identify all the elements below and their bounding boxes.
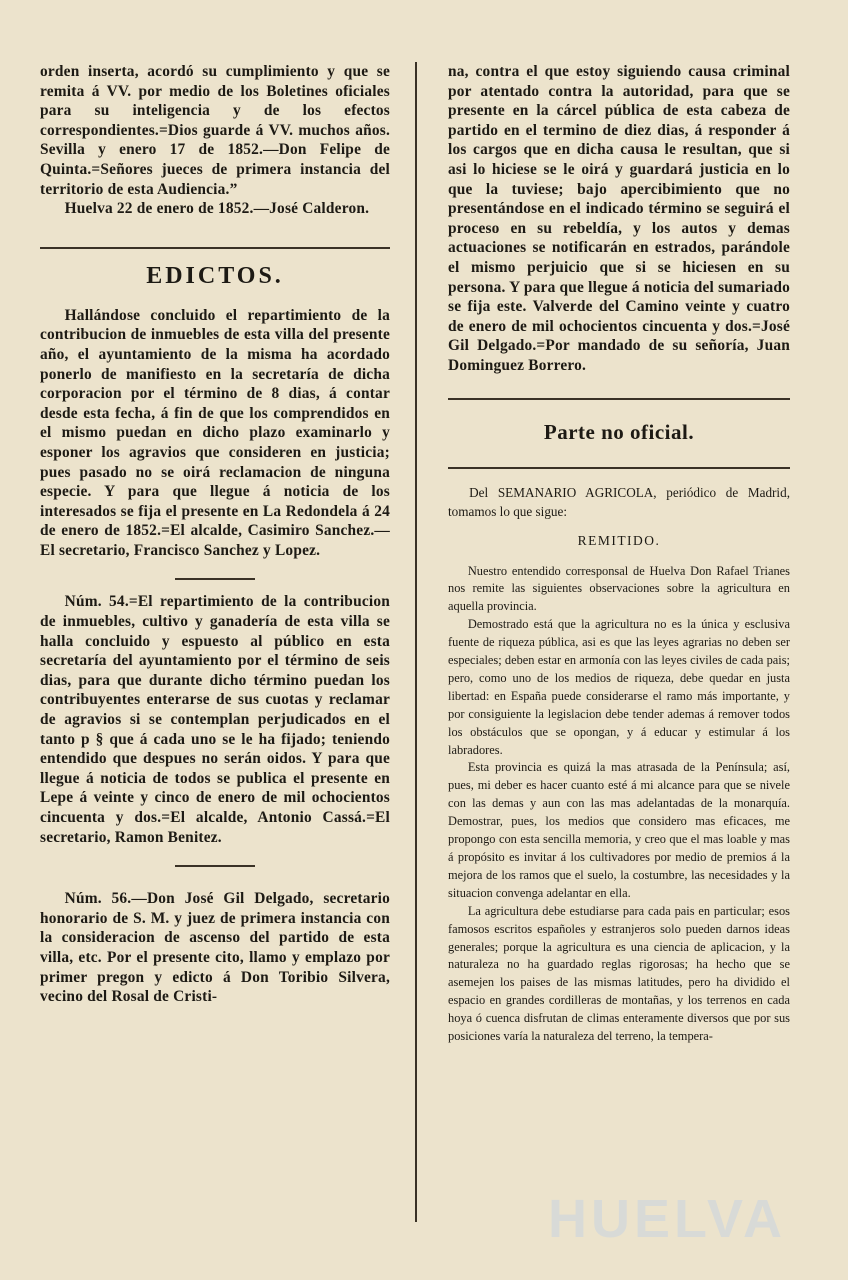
- edictos-title: EDICTOS.: [146, 262, 284, 289]
- left-column: [40, 62, 390, 1007]
- intro-line: Del SEMANARIO AGRICOLA, periódico de Madrid, tomamos lo que sigue:: [448, 484, 790, 519]
- section-rule: [448, 467, 790, 469]
- separator-rule: [175, 578, 255, 580]
- right-paragraph-1: na, contra el que estoy siguiendo causa criminal por atentado contra la autoridad, para que se presente en la cárcel pública de esta cabeza de partido en el termino de diez dias, á responder á los cargos que en dicha causa le resultan, que si asi lo hiciese se le oirá y guardará justicia en lo que la tuviese; bajo apercibimiento que no presentándose en el indicado término se seguirá el proceso en su rebeldía, y los autos y demas actuaciones se notificarán en estrados, parándole el mismo perjuicio que si se hiciesen en su persona. Y para que llegue á noticia del sumariado se fija este. Valverde del Camino veinte y cuatro de enero de mil ochocientos cincuenta y dos.=José Gil Delgado.=Por mandado de su señoría, Juan Dominguez Borrero.: [448, 63, 790, 374]
- column-divider: [415, 62, 417, 1222]
- section-rule: [40, 247, 390, 249]
- edicto-1: Hallándose concluido el repartimiento de la contribucion de inmuebles de esta villa del presente año, el ayuntamiento de la misma ha acordado ponerlo de manifiesto en la secretaría de dicha corporacion por el término de 8 dias, á contar desde esta fecha, á fin de que los comprendidos en el mismo puedan en dicho plazo examinarlo y esponer los agravios que consideren en justicia; pues pasado no se oirá reclamacion de ninguna especie. Y para que llegue á noticia de los interesados se fija el presente en La Redondela á 24 de enero de 1852.=El alcalde, Casimiro Sanchez.—El secretario, Francisco Sanchez y Lopez.: [40, 306, 390, 559]
- edicto-3: Núm. 56.—Don José Gil Delgado, secretario honorario de S. M. y juez de primera instancia con la consideracion de ascenso del partido de esta villa, etc. Por el presente cito, llamo y emplazo por primer pregon y edicto á Don Toribio Silvera, vecino del Rosal de Cristi-: [40, 890, 390, 1006]
- huelva-watermark: HUELVA: [548, 1189, 786, 1249]
- remitido-paragraph-2: Demostrado está que la agricultura no es la única y esclusiva fuente de riqueza pública, asi es que las leyes agrarias no deben ser especiales; deben estar en armonía con las leyes civiles de cada pais; pero, como uno de los medios de riqueza, debe quedar en justa libertad: en España puede considerarse el ramo más importante, y por consiguiente la legislacion debe tender ademas á remover todos los obstáculos que se opongan, y á educar y estimular á los labradores.: [448, 617, 790, 757]
- remitido-paragraph-1: Nuestro entendido corresponsal de Huelva Don Rafael Trianes nos remite las siguientes observaciones sobre la agricultura en aquella provincia.: [448, 563, 790, 614]
- edicto-2: Núm. 54.=El repartimiento de la contribucion de inmuebles, cultivo y ganadería de esta villa se halla concluido y espuesto al público en esta secretaría del ayuntamiento por el término de seis dias, para que durante dicho término puedan los contribuyentes enterarse de sus cuotas y reclamar de agravios si se contemplan perjudicados en el tanto p § que á cada uno se le ha fijado; teniendo entendido que despues no serán oidos. Y para que llegue á noticia de todos se publica el presente en Lepe á veinte y cinco de enero de mil ochocientos cincuenta y dos.=El alcalde, Antonio Cassá.=El secretario, Ramon Benitez.: [40, 593, 390, 846]
- separator-rule: [175, 865, 255, 867]
- section-rule: [448, 398, 790, 400]
- remitido-title: REMITIDO.: [577, 532, 661, 548]
- left-paragraph-2: Huelva 22 de enero de 1852.—José Calderon.: [64, 200, 370, 218]
- remitido-paragraph-3: Esta provincia es quizá la mas atrasada de la Península; así, pues, mi deber es hacer cuanto esté á mi alcance para que se nivele con las demas y aun con las mas adelantadas de la monarquía. Demostrar, pues, los medios que considero mas eficaces, me propongo con esta sencilla memoria, y creo que el mas loable y mas á propósito es invitar á los cultivadores por medio de premios á la mejora de los ramos que el suelo, la costumbre, las necesidades y la situacion convenga adelantar en ella.: [448, 760, 790, 900]
- left-paragraph-1: orden inserta, acordó su cumplimiento y que se remita á VV. por medio de los Boletines oficiales para su inteligencia y de los efectos correspondientes.=Dios guarde á VV. muchos años. Sevilla y enero 17 de 1852.—Don Felipe de Quinta.=Señores jueces de primera instancia del territorio de esta Audiencia.”: [40, 63, 390, 198]
- right-column: [448, 62, 790, 1046]
- parte-no-oficial-title: Parte no oficial.: [543, 419, 695, 444]
- remitido-paragraph-4: La agricultura debe estudiarse para cada pais en particular; esos famosos escritos españoles y estranjeros solo pueden darnos ideas generales; porque la agricultura es una ciencia de aplicacion, y la naturaleza no ha guardado reglas rigorosas; ha hecho que se asemejen los paises de las mismas latitudes, pero ha dividido el espacio en grandes cordilleras de montañas, y los terrenos en cada hoya ó cuenca disfrutan de climas enteramente diversos que por sus posiciones varía la naturaleza del terreno, la tempera-: [448, 903, 790, 1044]
